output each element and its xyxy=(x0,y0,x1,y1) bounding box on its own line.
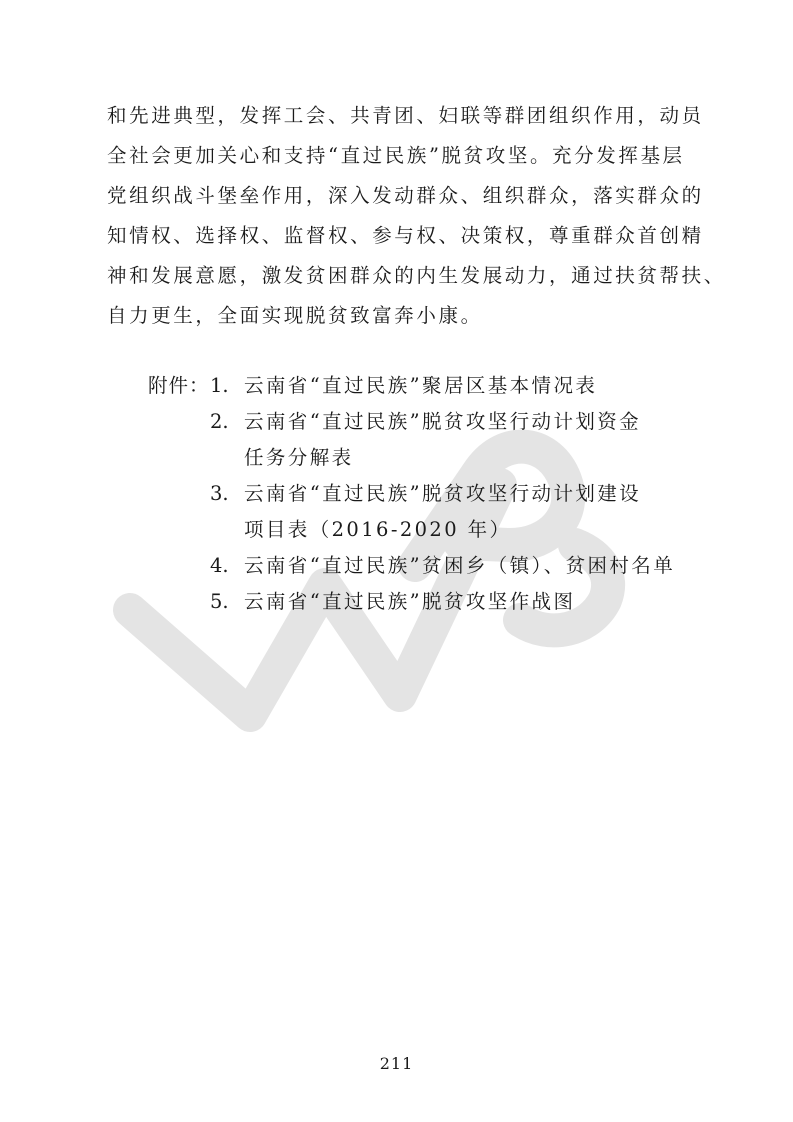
paragraph-line: 知情权、选择权、监督权、参与权、决策权，尊重群众首创精 xyxy=(107,224,704,247)
attachment-title: 云南省“直过民族”贫困乡（镇）、贫困村名单 xyxy=(244,554,676,577)
paragraph-line: 自力更生，全面实现脱贫致富奔小康。 xyxy=(107,304,483,327)
attachment-number: 3. xyxy=(210,482,229,505)
page-number: 211 xyxy=(379,1054,414,1073)
body-paragraph xyxy=(107,96,726,336)
attachment-item-1 xyxy=(148,368,708,404)
attachment-title: 云南省“直过民族”聚居区基本情况表 xyxy=(244,374,598,397)
attachment-list xyxy=(148,368,708,620)
attachment-item-5 xyxy=(148,584,708,620)
attachment-number: 1. xyxy=(210,374,229,397)
attachment-title: 云南省“直过民族”脱贫攻坚行动计划资金 xyxy=(244,410,642,433)
paragraph-line: 全社会更加关心和支持“直过民族”脱贫攻坚。充分发挥基层 xyxy=(107,144,685,167)
attachment-number: 4. xyxy=(210,554,229,577)
attachment-item-4 xyxy=(148,548,708,584)
attachment-title-continued: 任务分解表 xyxy=(244,446,354,469)
attachment-item-3 xyxy=(148,476,708,512)
attachment-label: 附件： xyxy=(148,374,210,397)
attachment-item-2-continued xyxy=(148,440,708,476)
attachment-title-continued: 项目表（2016-2020 年） xyxy=(244,518,512,541)
paragraph-line: 和先进典型，发挥工会、共青团、妇联等群团组织作用，动员 xyxy=(107,104,704,127)
attachment-item-3-continued xyxy=(148,512,708,548)
attachment-title: 云南省“直过民族”脱贫攻坚作战图 xyxy=(244,590,576,613)
attachment-item-2 xyxy=(148,404,708,440)
paragraph-line: 神和发展意愿，激发贫困群众的内生发展动力，通过扶贫帮扶、 xyxy=(107,264,726,287)
attachment-number: 2. xyxy=(210,410,229,433)
attachment-number: 5. xyxy=(210,590,229,613)
paragraph-line: 党组织战斗堡垒作用，深入发动群众、组织群众，落实群众的 xyxy=(107,184,704,207)
attachment-title: 云南省“直过民族”脱贫攻坚行动计划建设 xyxy=(244,482,642,505)
